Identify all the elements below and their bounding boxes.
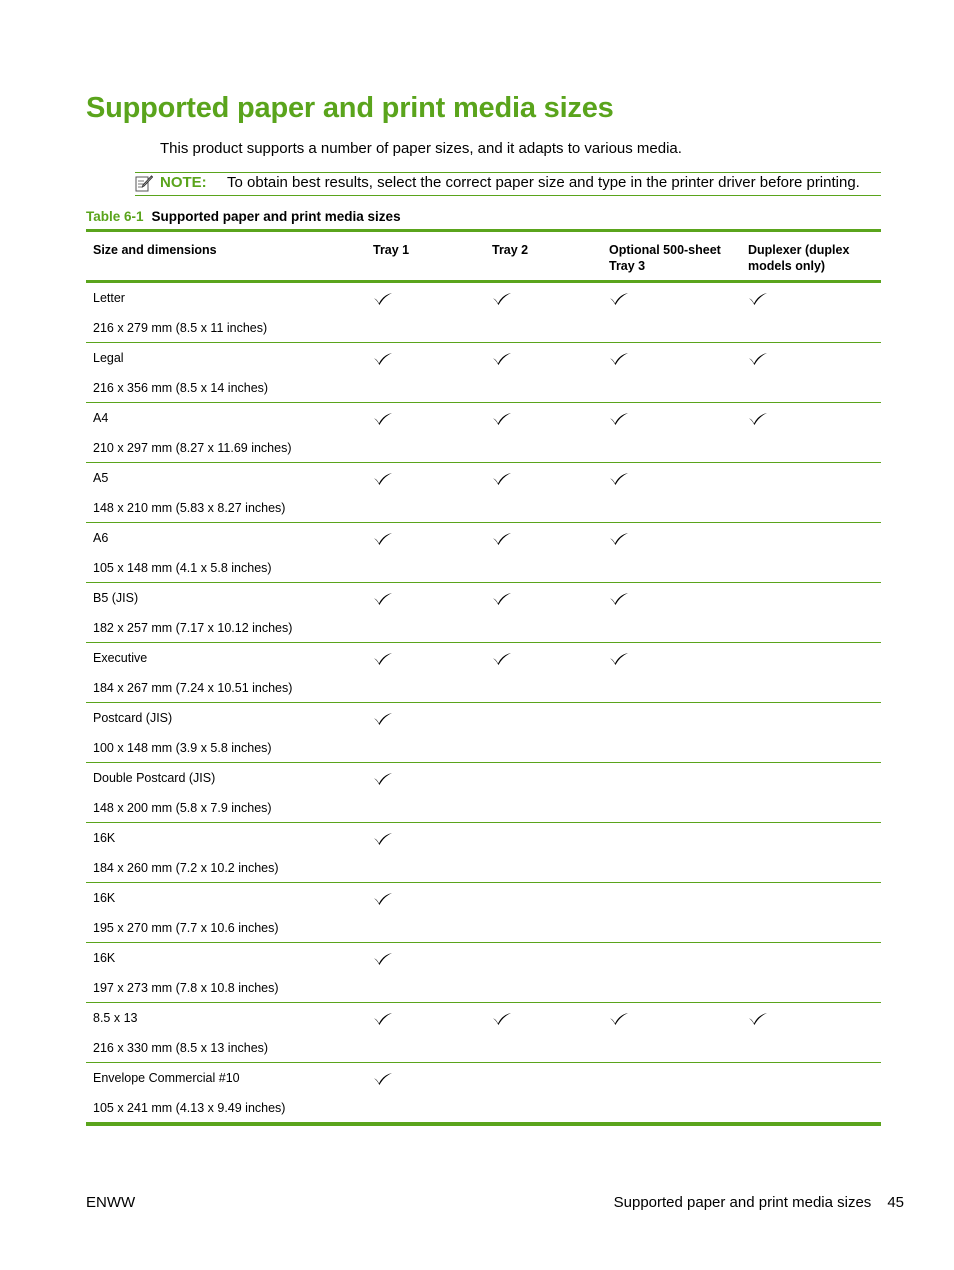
checkmark-icon xyxy=(609,412,629,426)
checkmark-icon xyxy=(748,352,768,366)
paper-size-dimensions: 100 x 148 mm (3.9 x 5.8 inches) xyxy=(93,741,272,755)
footer-left: ENWW xyxy=(86,1194,136,1211)
table-row xyxy=(86,643,881,703)
header-tray3 xyxy=(609,242,721,274)
paper-size-dimensions: 210 x 297 mm (8.27 x 11.69 inches) xyxy=(93,441,292,455)
table-row xyxy=(86,943,881,1003)
checkmark-icon xyxy=(492,352,512,366)
checkmark-icon xyxy=(748,292,768,306)
checkmark-icon xyxy=(609,532,629,546)
checkmark-icon xyxy=(373,472,393,486)
paper-size-name: 16K xyxy=(93,951,116,965)
checkmark-icon xyxy=(373,292,393,306)
checkmark-icon xyxy=(373,352,393,366)
header-tray1: Tray 1 xyxy=(373,243,410,257)
checkmark-icon xyxy=(609,472,629,486)
checkmark-icon xyxy=(609,292,629,306)
table-row xyxy=(86,283,881,343)
paper-size-dimensions: 182 x 257 mm (7.17 x 10.12 inches) xyxy=(93,621,293,635)
checkmark-icon xyxy=(609,1012,629,1026)
checkmark-icon xyxy=(748,412,768,426)
table-row xyxy=(86,1063,881,1122)
table-row xyxy=(86,523,881,583)
checkmark-icon xyxy=(609,352,629,366)
paper-size-dimensions: 184 x 267 mm (7.24 x 10.51 inches) xyxy=(93,681,293,695)
paper-size-dimensions: 148 x 210 mm (5.83 x 8.27 inches) xyxy=(93,501,286,515)
checkmark-icon xyxy=(373,532,393,546)
page-number: 45 xyxy=(887,1194,904,1211)
header-duplex-line2: models only) xyxy=(748,259,826,273)
table-row xyxy=(86,343,881,403)
checkmark-icon xyxy=(373,1012,393,1026)
paper-size-dimensions: 216 x 279 mm (8.5 x 11 inches) xyxy=(93,321,268,335)
header-tray3-line2: Tray 3 xyxy=(609,259,646,273)
paper-size-name: 16K xyxy=(93,831,116,845)
header-size: Size and dimensions xyxy=(93,243,217,257)
checkmark-icon xyxy=(492,412,512,426)
checkmark-icon xyxy=(492,532,512,546)
header-duplex xyxy=(748,242,849,274)
paper-size-name: Letter xyxy=(93,291,125,305)
paper-size-name: 16K xyxy=(93,891,116,905)
table-header-row xyxy=(86,232,881,283)
checkmark-icon xyxy=(373,592,393,606)
checkmark-icon xyxy=(373,952,393,966)
paper-size-dimensions: 216 x 356 mm (8.5 x 14 inches) xyxy=(93,381,269,395)
checkmark-icon xyxy=(373,892,393,906)
checkmark-icon xyxy=(492,652,512,666)
table-row xyxy=(86,703,881,763)
checkmark-icon xyxy=(373,712,393,726)
paper-size-dimensions: 216 x 330 mm (8.5 x 13 inches) xyxy=(93,1041,269,1055)
paper-size-name: Postcard (JIS) xyxy=(93,711,173,725)
paper-size-dimensions: 184 x 260 mm (7.2 x 10.2 inches) xyxy=(93,861,279,875)
table-caption-title: Supported paper and print media sizes xyxy=(151,209,401,224)
page-title: Supported paper and print media sizes xyxy=(86,92,614,124)
table-caption xyxy=(86,209,401,224)
table-row xyxy=(86,463,881,523)
paper-size-dimensions: 148 x 200 mm (5.8 x 7.9 inches) xyxy=(93,801,272,815)
checkmark-icon xyxy=(609,652,629,666)
checkmark-icon xyxy=(492,472,512,486)
header-tray3-line1: Optional 500-sheet xyxy=(609,243,721,257)
checkmark-icon xyxy=(492,292,512,306)
table-row xyxy=(86,883,881,943)
checkmark-icon xyxy=(492,592,512,606)
footer-right xyxy=(614,1194,904,1211)
table-row xyxy=(86,1003,881,1063)
intro-paragraph: This product supports a number of paper sizes, and it adapts to various media. xyxy=(160,140,682,157)
paper-size-name: Legal xyxy=(93,351,124,365)
checkmark-icon xyxy=(373,652,393,666)
note-label: NOTE: xyxy=(160,174,207,191)
table-row xyxy=(86,823,881,883)
paper-size-dimensions: 197 x 273 mm (7.8 x 10.8 inches) xyxy=(93,981,279,995)
paper-size-name: B5 (JIS) xyxy=(93,591,139,605)
paper-size-name: A6 xyxy=(93,531,109,545)
paper-size-dimensions: 105 x 241 mm (4.13 x 9.49 inches) xyxy=(93,1101,286,1115)
paper-sizes-table xyxy=(86,229,881,1126)
paper-size-name: Envelope Commercial #10 xyxy=(93,1071,240,1085)
table-row xyxy=(86,403,881,463)
paper-size-name: Executive xyxy=(93,651,148,665)
note-text: To obtain best results, select the correct paper size and type in the printer driver before printing. xyxy=(227,174,860,191)
paper-size-name: 8.5 x 13 xyxy=(93,1011,138,1025)
paper-size-name: A4 xyxy=(93,411,109,425)
note-pencil-icon xyxy=(135,175,153,197)
paper-size-name: A5 xyxy=(93,471,109,485)
header-tray2: Tray 2 xyxy=(492,243,529,257)
checkmark-icon xyxy=(373,412,393,426)
checkmark-icon xyxy=(609,592,629,606)
table-row xyxy=(86,763,881,823)
footer-section-title: Supported paper and print media sizes xyxy=(613,1194,872,1211)
checkmark-icon xyxy=(373,1072,393,1086)
checkmark-icon xyxy=(748,1012,768,1026)
table-body xyxy=(86,283,881,1122)
table-caption-number: Table 6-1 xyxy=(86,209,144,224)
checkmark-icon xyxy=(373,772,393,786)
table-row xyxy=(86,583,881,643)
paper-size-name: Double Postcard (JIS) xyxy=(93,771,216,785)
checkmark-icon xyxy=(373,832,393,846)
paper-size-dimensions: 105 x 148 mm (4.1 x 5.8 inches) xyxy=(93,561,272,575)
paper-size-dimensions: 195 x 270 mm (7.7 x 10.6 inches) xyxy=(93,921,279,935)
header-duplex-line1: Duplexer (duplex xyxy=(748,243,850,257)
checkmark-icon xyxy=(492,1012,512,1026)
note-box xyxy=(135,172,881,196)
